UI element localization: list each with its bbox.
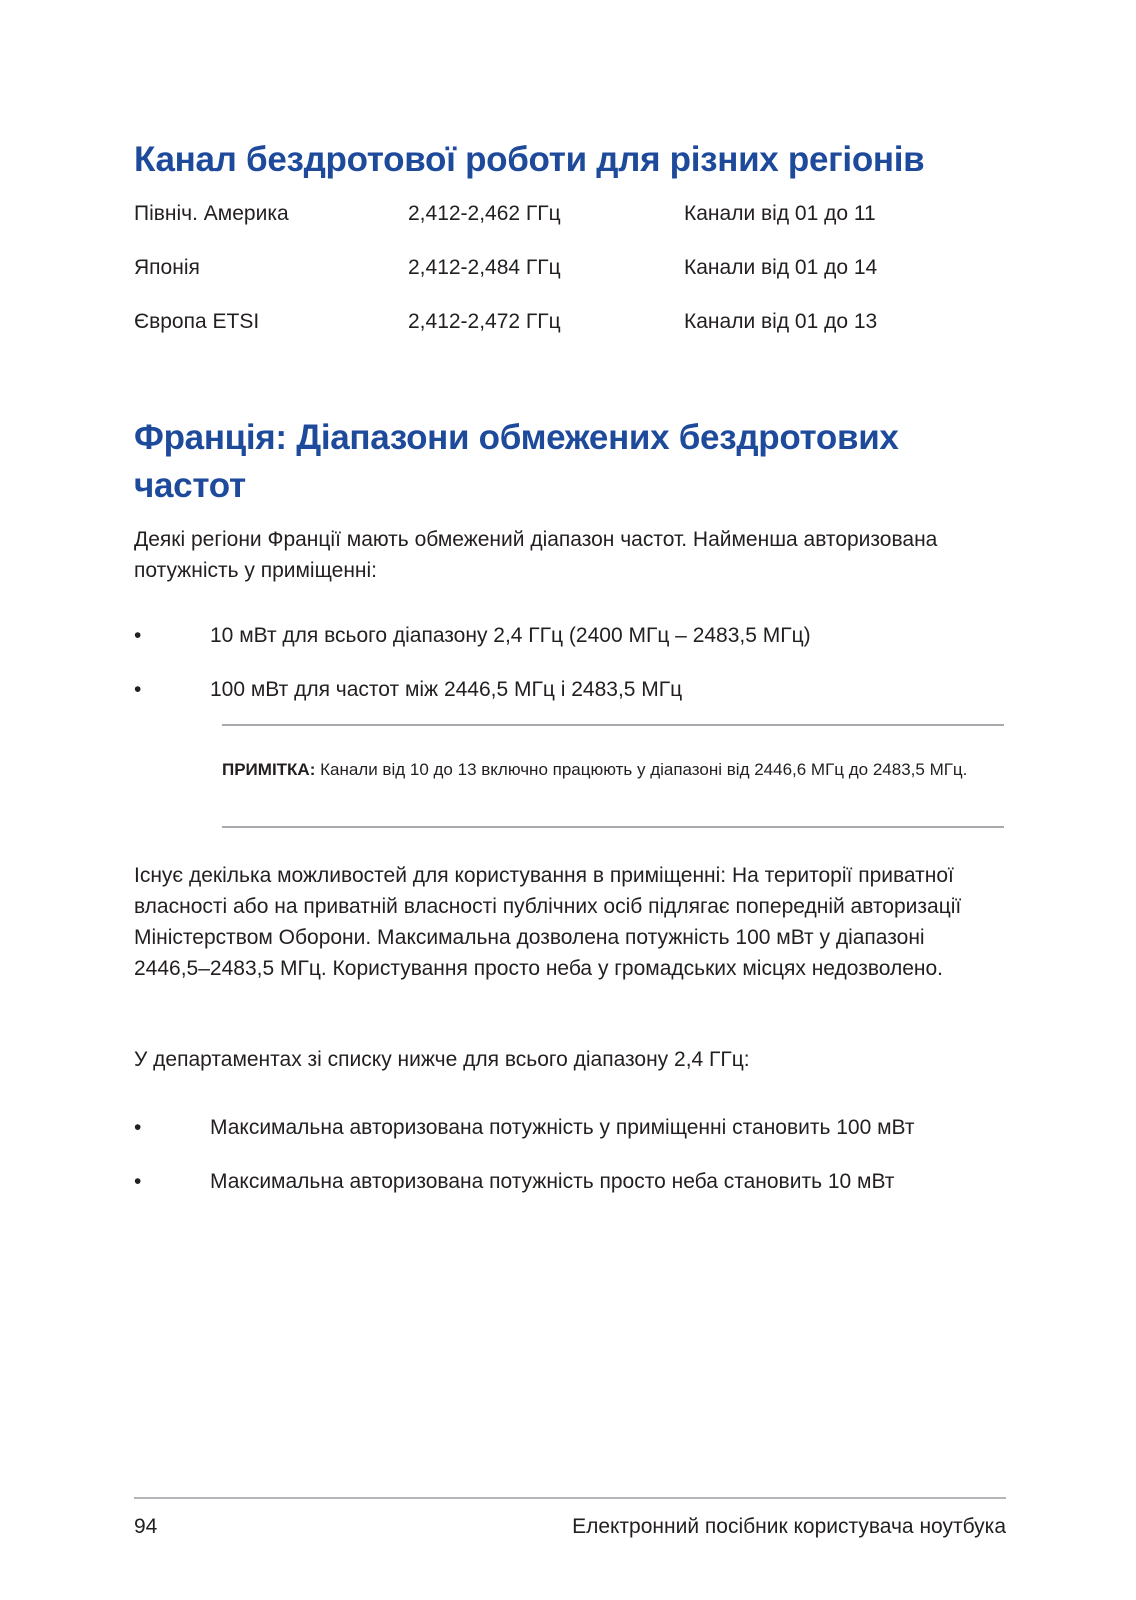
channels-cell: Канали від 01 до 11	[684, 202, 876, 225]
note-label: ПРИМІТКА:	[222, 760, 316, 779]
body-paragraph: Існує декілька можливостей для користування в приміщенні: На території приватної власності або на приватній власності публічних осіб підлягає попередній авторизації Міністерством Оборони. Максимальна дозволена потужність 100 мВт у діапазоні 2446,5–2483,5 МГц. Користування просто неба у громадських місцях недозволено.	[134, 864, 962, 980]
bullet-icon: •	[134, 1116, 142, 1139]
table-row	[134, 254, 1004, 308]
list-item-text: 10 мВт для всього діапазону 2,4 ГГц (2400 МГц – 2483,5 МГц)	[210, 624, 811, 647]
table-row	[134, 308, 1004, 362]
footer-divider	[134, 1497, 1006, 1499]
bullet-list-departments	[134, 1112, 1004, 1220]
channels-cell: Канали від 01 до 13	[684, 310, 878, 333]
frequency-cell: 2,412-2,484 ГГц	[408, 256, 561, 279]
note-text-block	[222, 756, 1004, 783]
region-cell: Європа ETSI	[134, 310, 260, 333]
body-paragraph: У департаментах зі списку нижче для всього діапазону 2,4 ГГц:	[134, 1048, 750, 1071]
channel-table	[134, 200, 1004, 362]
list-item	[134, 1166, 1004, 1197]
footer-title: Електронний посібник користувача ноутбука	[572, 1515, 1006, 1538]
section-heading-france: Франція: Діапазони обмежених бездротових частот	[134, 418, 899, 505]
document-page	[134, 0, 1004, 1600]
list-item-text: Максимальна авторизована потужність просто неба становить 10 мВт	[210, 1170, 895, 1193]
bullet-icon: •	[134, 1170, 142, 1193]
bullet-icon: •	[134, 624, 142, 647]
table-row	[134, 200, 1004, 254]
list-item	[134, 1112, 1004, 1143]
note-box	[222, 724, 1004, 828]
list-item	[134, 620, 1004, 651]
note-text: Канали від 10 до 13 включно працюють у діапазоні від 2446,6 МГц до 2483,5 МГц.	[320, 760, 968, 779]
intro-paragraph: Деякі регіони Франції мають обмежений діапазон частот. Найменша авторизована потужність у приміщенні:	[134, 528, 938, 582]
list-item-text: Максимальна авторизована потужність у приміщенні становить 100 мВт	[210, 1116, 915, 1139]
bullet-list-limits	[134, 620, 1004, 728]
frequency-cell: 2,412-2,462 ГГц	[408, 202, 561, 225]
page-number: 94	[134, 1515, 158, 1538]
region-cell: Японія	[134, 256, 200, 279]
frequency-cell: 2,412-2,472 ГГц	[408, 310, 561, 333]
list-item-text: 100 мВт для частот між 2446,5 МГц і 2483,5 МГц	[210, 678, 683, 701]
section-heading-channels: Канал бездротової роботи для різних регіонів	[134, 140, 925, 179]
region-cell: Північ. Америка	[134, 202, 289, 225]
list-item	[134, 674, 1004, 705]
bullet-icon: •	[134, 678, 142, 701]
channels-cell: Канали від 01 до 14	[684, 256, 878, 279]
